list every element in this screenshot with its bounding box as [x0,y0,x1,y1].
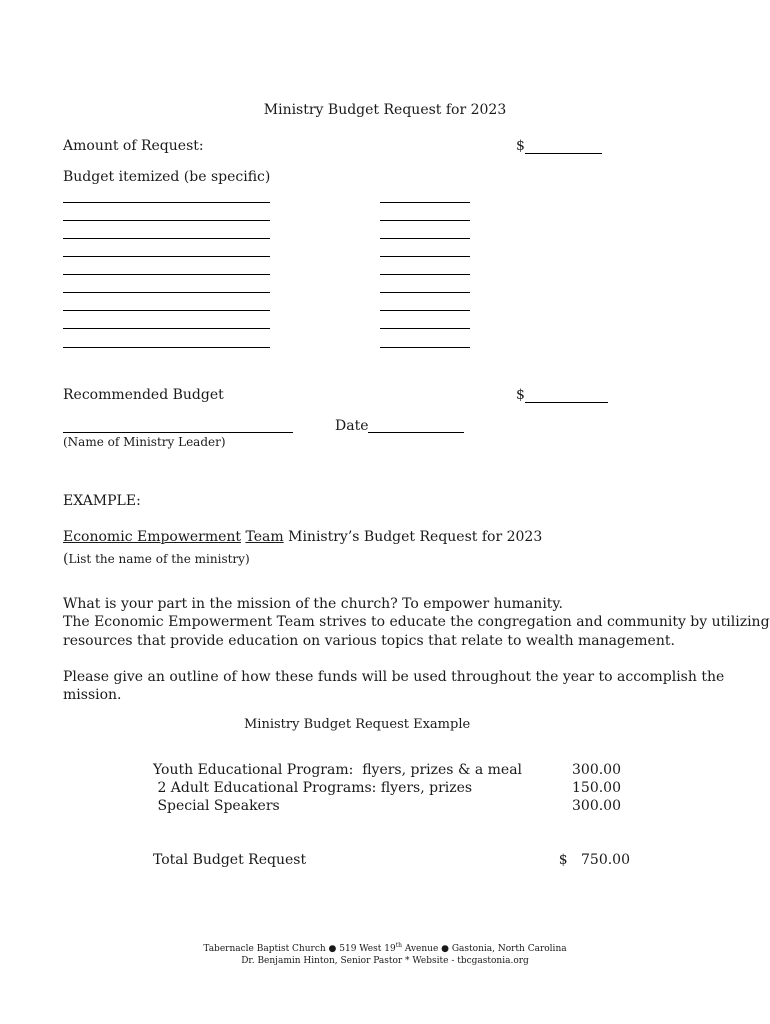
recommended-label: Recommended Budget [63,387,224,403]
mission-answer-line1: The Economic Empowerment Team strives to educate the congregation and community by utilizing [63,614,770,630]
item-description-line[interactable] [63,256,270,257]
recommended-field[interactable] [525,402,608,403]
ministry-name: Economic Empowerment [63,529,242,545]
date-label: Date [335,418,369,434]
outline-line1: Please give an outline of how these funds will be used throughout the year to accomplish the [63,669,725,685]
mission-question: What is your part in the mission of the church? To empower humanity. [63,596,563,612]
example-item-amount: 300.00 [572,798,621,814]
item-description-line[interactable] [63,310,270,311]
itemized-label: Budget itemized (be specific) [63,169,271,185]
amount-field[interactable] [525,153,602,154]
total-amount: $ 750.00 [558,852,630,868]
amount-label: Amount of Request: [63,138,204,154]
amount-dollar-sign: $ [516,138,525,154]
item-amount-line[interactable] [380,202,470,203]
example-item-label: Youth Educational Program: flyers, prizes & a meal [153,762,523,778]
item-amount-line[interactable] [380,238,470,239]
ministry-leader-field[interactable] [63,432,293,433]
item-amount-line[interactable] [380,274,470,275]
item-description-line[interactable] [63,238,270,239]
item-amount-line[interactable] [380,328,470,329]
example-item-amount: 150.00 [572,780,621,796]
item-description-line[interactable] [63,220,270,221]
example-subtitle: Ministry Budget Request Example [244,717,471,732]
outline-line2: mission. [63,687,122,703]
date-field[interactable] [368,432,464,433]
example-note [63,548,250,567]
item-description-line[interactable] [63,202,270,203]
item-description-line[interactable] [63,292,270,293]
example-item-label: Special Speakers [153,798,280,814]
item-amount-line[interactable] [380,256,470,257]
page-title: Ministry Budget Request for 2023 [263,102,507,118]
footer-address-sup: th [395,942,402,949]
footer-address-start: Tabernacle Baptist Church ● 519 West 19 [203,944,396,954]
mission-answer-line2: resources that provide education on various topics that relate to wealth management. [63,633,675,649]
item-amount-line[interactable] [380,310,470,311]
ministry-type: Team [245,529,284,545]
item-amount-line[interactable] [380,347,470,348]
footer-pastor: Dr. Benjamin Hinton, Senior Pastor * Website - tbcgastonia.org [241,956,529,966]
item-description-line[interactable] [63,328,270,329]
leader-caption: (Name of Ministry Leader) [63,435,226,449]
footer-address-end: Avenue ● Gastonia, North Carolina [401,944,567,954]
example-item-amount: 300.00 [572,762,621,778]
item-description-line[interactable] [63,274,270,275]
example-title-rest: Ministry’s Budget Request for 2023 [288,529,543,545]
item-description-line[interactable] [63,347,270,348]
footer-address [0,942,770,954]
example-heading: EXAMPLE: [63,493,141,509]
example-title [63,529,542,545]
item-amount-line[interactable] [380,220,470,221]
item-amount-line[interactable] [380,292,470,293]
total-label: Total Budget Request [153,852,307,868]
example-note-text: List the name of the ministry) [68,552,250,566]
recommended-dollar-sign: $ [516,387,525,403]
example-note-paren: ( [63,551,69,567]
example-item-label: 2 Adult Educational Programs: flyers, prizes [153,780,473,796]
